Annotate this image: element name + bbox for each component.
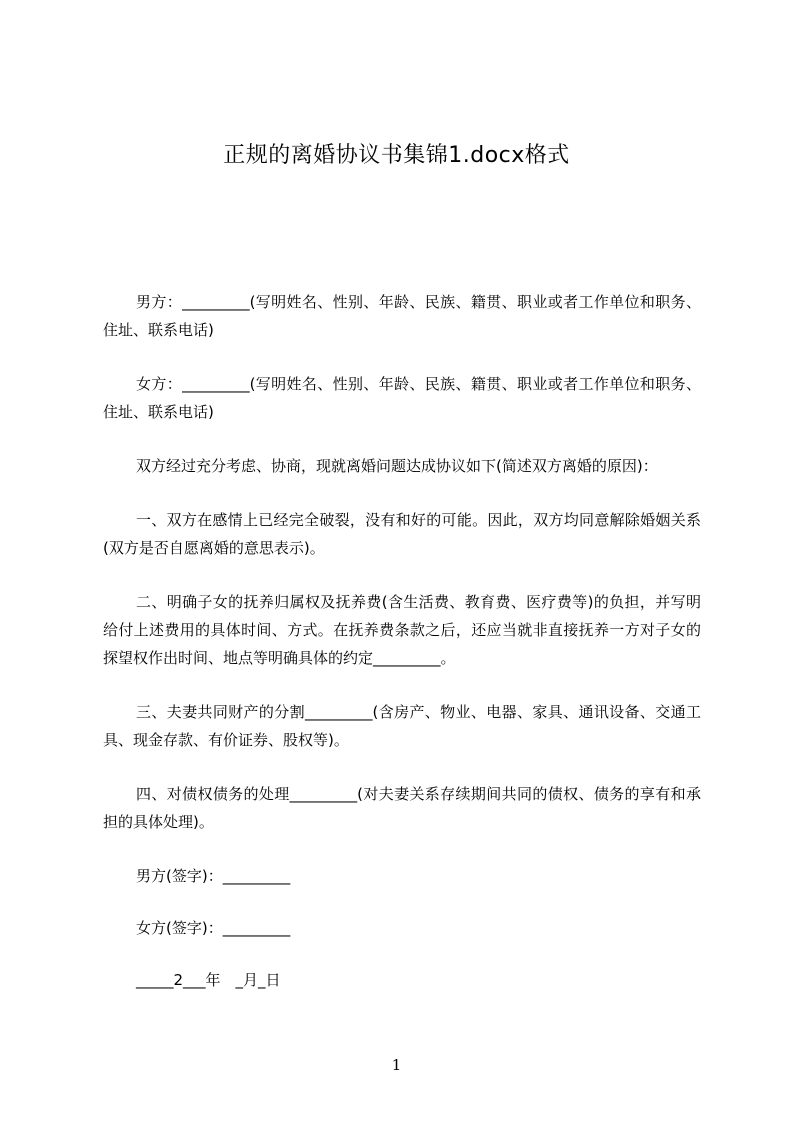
paragraph-clause-2: 二、明确子女的抚养归属权及抚养费(含生活费、教育费、医疗费等)的负担，并写明给付上述费用的具体时间、方式。在抚养费条款之后，还应当就非直接抚养一方对子女的探望权作出时间、地点等明确具体的约定_________。 [103, 593, 701, 667]
document-title: 正规的离婚协议书集锦1.docx格式 [223, 143, 570, 168]
paragraph-clause-4: 四、对债权债务的处理_________(对夫妻关系存续期间共同的债权、债务的享有和承担的具体处理)。 [103, 785, 701, 831]
paragraph-male-party: 男方：_________(写明姓名、性别、年龄、民族、籍贯、职业或者工作单位和职务、住址、联系电话) [103, 293, 701, 339]
signature-date: _____2___年 _月_日 [136, 971, 281, 989]
page-number: 1 [391, 1056, 402, 1074]
paragraph-female-party: 女方：_________(写明姓名、性别、年龄、民族、籍贯、职业或者工作单位和职务、住址、联系电话) [103, 375, 701, 421]
paragraph-clause-1: 一、双方在感情上已经完全破裂，没有和好的可能。因此，双方均同意解除婚姻关系(双方是否自愿离婚的意思表示)。 [103, 511, 701, 557]
paragraph-clause-3: 三、夫妻共同财产的分割_________(含房产、物业、电器、家具、通讯设备、交通工具、现金存款、有价证券、股权等)。 [103, 703, 701, 749]
document-body [103, 288, 701, 1018]
paragraph-agreement-intro: 双方经过充分考虑、协商，现就离婚问题达成协议如下(简述双方离婚的原因)： [136, 457, 658, 475]
signature-female: 女方(签字)：_________ [136, 919, 291, 937]
signature-male: 男方(签字)：_________ [136, 867, 291, 885]
